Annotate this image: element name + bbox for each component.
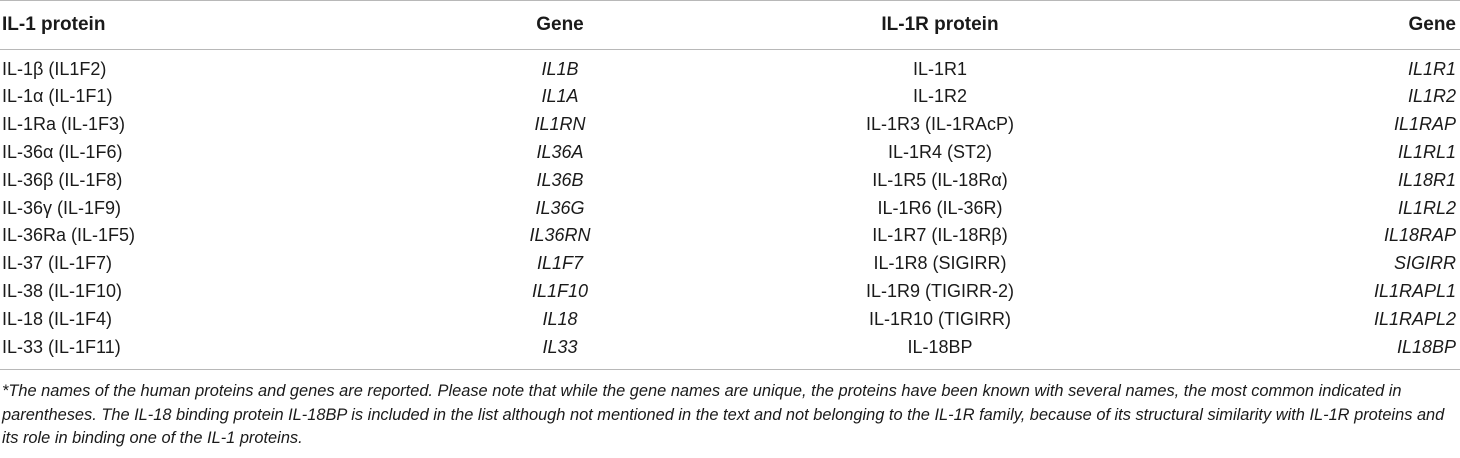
cell-il1-gene: IL1A [541,86,579,107]
cell-il1-protein: IL-1β (IL1F2) [2,59,107,79]
table-row [0,111,1460,139]
cell-il1-gene: IL36RN [529,225,591,246]
table-row [0,333,1460,361]
table-row [0,222,1460,250]
cell-il1-gene: IL1F10 [531,280,589,301]
cell-il1r-gene: IL1RAPL1 [1373,280,1456,301]
table-row [0,278,1460,306]
cell-il1-gene: IL33 [542,336,578,357]
table-row [0,250,1460,278]
cell-il1r-protein: IL-1R3 (IL-1RAcP) [865,114,1015,135]
cell-il1-gene: IL36G [535,197,585,218]
table-row [0,139,1460,167]
cell-il1-gene: IL1RN [534,114,586,135]
cell-il1r-protein: IL-1R2 [912,86,968,107]
cell-il1-gene: IL36A [536,141,584,162]
cell-il1-gene: IL18 [542,308,578,329]
table-bottom-rule [0,369,1460,370]
cell-il1r-gene: IL18BP [1396,336,1456,357]
header-row [0,1,1460,50]
cell-il1r-gene: IL1RAP [1393,114,1456,135]
cell-il1r-gene: IL1R1 [1407,59,1456,79]
cell-il1-protein: IL-36γ (IL-1F9) [2,197,122,218]
table-row [0,50,1460,84]
cell-il1r-protein: IL-1R10 (TIGIRR) [868,308,1012,329]
cell-il1-protein: IL-38 (IL-1F10) [2,280,123,301]
table-row [0,166,1460,194]
cell-il1r-gene: IL1RL1 [1397,141,1456,162]
cell-il1r-protein: IL-1R6 (IL-36R) [877,197,1003,218]
table-footnote: *The names of the human proteins and genes are reported. Please note that while the gene names are unique, the proteins have been known with several names, the most common indicated in parentheses. The IL-18 binding protein IL-18BP is included in the list although not mentioned in the text and not belonging to the IL-1R family, because of its structural similarity with IL-1R proteins and its role in binding one of the IL-1 proteins. [2,382,1445,447]
cell-il1-protein: IL-36Ra (IL-1F5) [2,225,136,246]
cell-il1-protein: IL-36α (IL-1F6) [2,141,123,162]
header-gene-1: Gene [536,14,584,35]
cell-il1r-protein: IL-1R7 (IL-18Rβ) [872,225,1008,246]
cell-il1r-protein: IL-1R1 [912,59,968,79]
cell-il1r-protein: IL-1R5 (IL-18Rα) [872,169,1008,190]
table-header [0,1,1460,50]
cell-il1r-protein: IL-1R4 (ST2) [887,141,993,162]
cell-il1r-gene: IL18RAP [1383,225,1456,246]
cell-il1r-gene: IL18R1 [1397,169,1456,190]
cell-il1r-gene: IL1RL2 [1397,197,1456,218]
cell-il1-protein: IL-36β (IL-1F8) [2,169,123,190]
header-il1r-protein: IL-1R protein [881,14,999,35]
cell-il1-gene: IL1B [541,59,579,79]
table-body [0,50,1460,361]
cell-il1-protein: IL-1α (IL-1F1) [2,86,113,107]
cell-il1-protein: IL-37 (IL-1F7) [2,253,113,274]
header-gene-2: Gene [1408,14,1456,35]
cell-il1r-protein: IL-1R8 (SIGIRR) [873,253,1007,274]
cell-il1-gene: IL1F7 [536,253,584,274]
cell-il1r-gene: SIGIRR [1393,253,1456,274]
cell-il1-protein: IL-1Ra (IL-1F3) [2,114,126,135]
header-il1-protein: IL-1 protein [2,14,106,35]
cell-il1-gene: IL36B [536,169,584,190]
cell-il1r-protein: IL-1R9 (TIGIRR-2) [865,280,1015,301]
cell-il1-protein: IL-33 (IL-1F11) [2,336,121,357]
cell-il1r-gene: IL1R2 [1407,86,1456,107]
table-row [0,194,1460,222]
table-row [0,83,1460,111]
cell-il1r-gene: IL1RAPL2 [1373,308,1456,329]
cell-il1r-protein: IL-18BP [907,336,973,357]
table-row [0,305,1460,333]
cell-il1-protein: IL-18 (IL-1F4) [2,308,113,329]
